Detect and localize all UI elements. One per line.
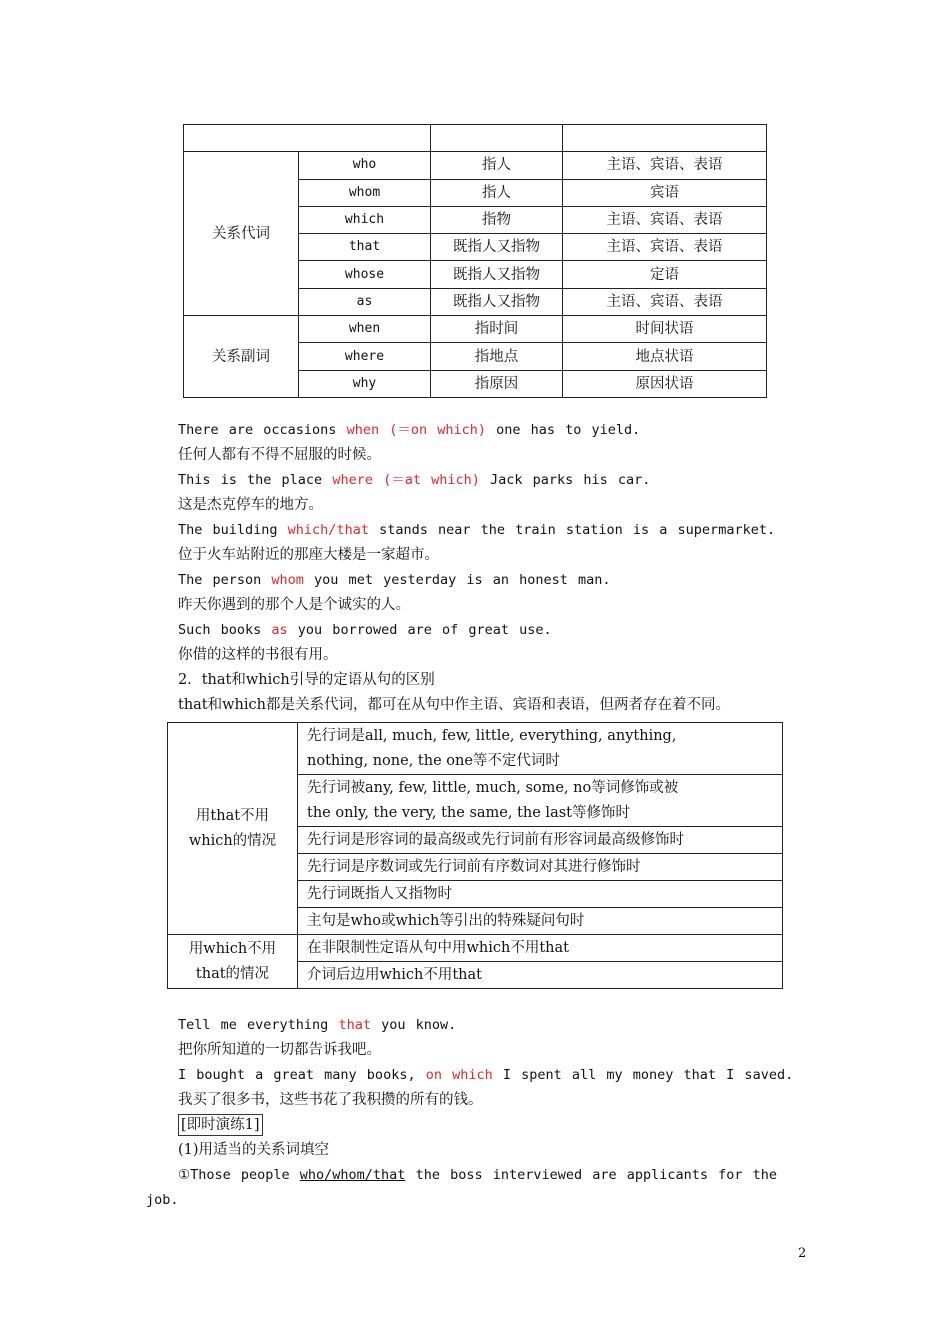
example-sentence xyxy=(178,518,808,543)
refers-cell: 指人 xyxy=(431,152,563,179)
rule-cell xyxy=(298,723,783,775)
function-cell: 定语 xyxy=(563,261,767,288)
practice-heading xyxy=(178,1113,808,1138)
refers-cell: 指时间 xyxy=(431,316,563,343)
table-row xyxy=(168,935,783,962)
relative-words-table xyxy=(183,124,767,398)
word-cell: where xyxy=(299,343,431,370)
rule-cell: 主句是who或which等引出的特殊疑问句时 xyxy=(298,908,783,935)
sentence-text: stands near the train station is a supermarket. xyxy=(368,522,776,538)
highlight-word: on which xyxy=(425,1067,493,1083)
function-cell: 主语、宾语、表语 xyxy=(563,152,767,179)
group-label-which-not-that xyxy=(168,935,298,989)
word-cell: whom xyxy=(299,179,431,206)
rule-cell: 介词后边用which不用that xyxy=(298,962,783,989)
sentence-text: This is the place xyxy=(178,472,333,488)
sentence-text: one has to yield. xyxy=(485,422,641,438)
highlight-word: when (＝on which) xyxy=(346,422,486,438)
group-label-relative-pronoun: 关系代词 xyxy=(184,152,299,316)
translation: 昨天你遇到的那个人是个诚实的人。 xyxy=(178,597,410,613)
group-label-relative-adverb: 关系副词 xyxy=(184,316,299,398)
function-cell: 宾语 xyxy=(563,179,767,206)
sentence-text: I spent all my money that I saved. xyxy=(492,1067,794,1083)
table-row xyxy=(168,723,783,775)
answer-blank: who/whom/that xyxy=(299,1167,406,1183)
rule-cell xyxy=(298,775,783,827)
question-text: the boss interviewed are applicants for the xyxy=(405,1167,778,1183)
header-cell xyxy=(184,125,431,152)
section-intro: that和which都是关系代词，都可在从句中作主语、宾语和表语，但两者存在着不同。 xyxy=(178,697,730,713)
sentence-text: I bought a great many books, xyxy=(178,1067,426,1083)
sentence-text: you know. xyxy=(370,1017,457,1033)
example-sentence xyxy=(178,418,808,443)
sentence-text: Such books xyxy=(178,622,272,638)
sentence-text: The building xyxy=(178,522,288,538)
refers-cell: 既指人又指物 xyxy=(431,261,563,288)
examples-section-2 xyxy=(178,1013,808,1188)
translation: 把你所知道的一切都告诉我吧。 xyxy=(178,1042,381,1058)
example-sentence xyxy=(178,568,808,593)
rule-cell: 先行词是形容词的最高级或先行词前有形容词最高级修饰时 xyxy=(298,827,783,854)
rule-cell: 先行词是序数词或先行词前有序数词对其进行修饰时 xyxy=(298,854,783,881)
table-row xyxy=(184,152,767,179)
word-cell: whose xyxy=(299,261,431,288)
refers-cell: 指原因 xyxy=(431,370,563,397)
refers-cell: 既指人又指物 xyxy=(431,234,563,261)
function-cell: 主语、宾语、表语 xyxy=(563,288,767,315)
page-number: 2 xyxy=(798,1246,807,1261)
highlight-word: which/that xyxy=(287,522,369,538)
sentence-text: you met yesterday is an honest man. xyxy=(303,572,611,588)
translation: 这是杰克停车的地方。 xyxy=(178,497,323,513)
practice-label: [即时演练1] xyxy=(178,1114,263,1136)
label-line: that的情况 xyxy=(195,965,270,982)
function-cell: 主语、宾语、表语 xyxy=(563,234,767,261)
highlight-word: that xyxy=(338,1017,371,1033)
sentence-text: you borrowed are of great use. xyxy=(287,622,552,638)
translation: 任何人都有不得不屈服的时候。 xyxy=(178,447,381,463)
example-sentence xyxy=(178,468,808,493)
exercise-question xyxy=(178,1163,808,1188)
section-heading: 2．that和which引导的定语从句的区别 xyxy=(178,672,435,688)
function-cell: 时间状语 xyxy=(563,316,767,343)
rule-line: the only, the very, the same, the last等修饰时 xyxy=(307,804,630,821)
highlight-word: whom xyxy=(271,572,304,588)
word-cell: that xyxy=(299,234,431,261)
group-label-that-not-which xyxy=(168,723,298,935)
function-cell: 地点状语 xyxy=(563,343,767,370)
rule-line: 先行词被any, few, little, much, some, no等词修饰或被 xyxy=(307,779,679,796)
highlight-word: where (＝at which) xyxy=(332,472,480,488)
sentence-text: There are occasions xyxy=(178,422,347,438)
refers-cell: 指地点 xyxy=(431,343,563,370)
function-cell: 主语、宾语、表语 xyxy=(563,206,767,233)
practice-subheading: (1)用适当的关系词填空 xyxy=(178,1142,330,1158)
rule-line: nothing, none, the one等不定代词时 xyxy=(307,752,560,769)
example-sentence xyxy=(178,618,808,643)
header-cell xyxy=(563,125,767,152)
header-cell xyxy=(431,125,563,152)
rule-cell: 先行词既指人又指物时 xyxy=(298,881,783,908)
question-text: ①Those people xyxy=(178,1167,300,1183)
word-cell: why xyxy=(299,370,431,397)
example-sentence xyxy=(178,1013,808,1038)
rule-line: 先行词是all, much, few, little, everything, anything, xyxy=(307,727,677,744)
refers-cell: 既指人又指物 xyxy=(431,288,563,315)
sentence-text: Tell me everything xyxy=(178,1017,339,1033)
function-cell: 原因状语 xyxy=(563,370,767,397)
refers-cell: 指人 xyxy=(431,179,563,206)
table-header-row xyxy=(184,125,767,152)
highlight-word: as xyxy=(271,622,288,638)
translation: 你借的这样的书很有用。 xyxy=(178,647,338,663)
word-cell: as xyxy=(299,288,431,315)
translation: 位于火车站附近的那座大楼是一家超市。 xyxy=(178,547,439,563)
label-line: 用which不用 xyxy=(188,940,277,957)
refers-cell: 指物 xyxy=(431,206,563,233)
sentence-text: Jack parks his car. xyxy=(479,472,651,488)
that-which-comparison-table xyxy=(167,722,783,989)
sentence-text: The person xyxy=(178,572,272,588)
table-row xyxy=(184,316,767,343)
word-cell: which xyxy=(299,206,431,233)
examples-section-1 xyxy=(178,418,808,718)
label-line: 用that不用 xyxy=(195,807,270,824)
word-cell: who xyxy=(299,152,431,179)
example-sentence xyxy=(178,1063,808,1088)
translation: 我买了很多书，这些书花了我积攒的所有的钱。 xyxy=(178,1092,483,1108)
rule-cell: 在非限制性定语从句中用which不用that xyxy=(298,935,783,962)
word-cell: when xyxy=(299,316,431,343)
label-line: which的情况 xyxy=(188,832,277,849)
exercise-question-continuation: job. xyxy=(146,1192,179,1208)
